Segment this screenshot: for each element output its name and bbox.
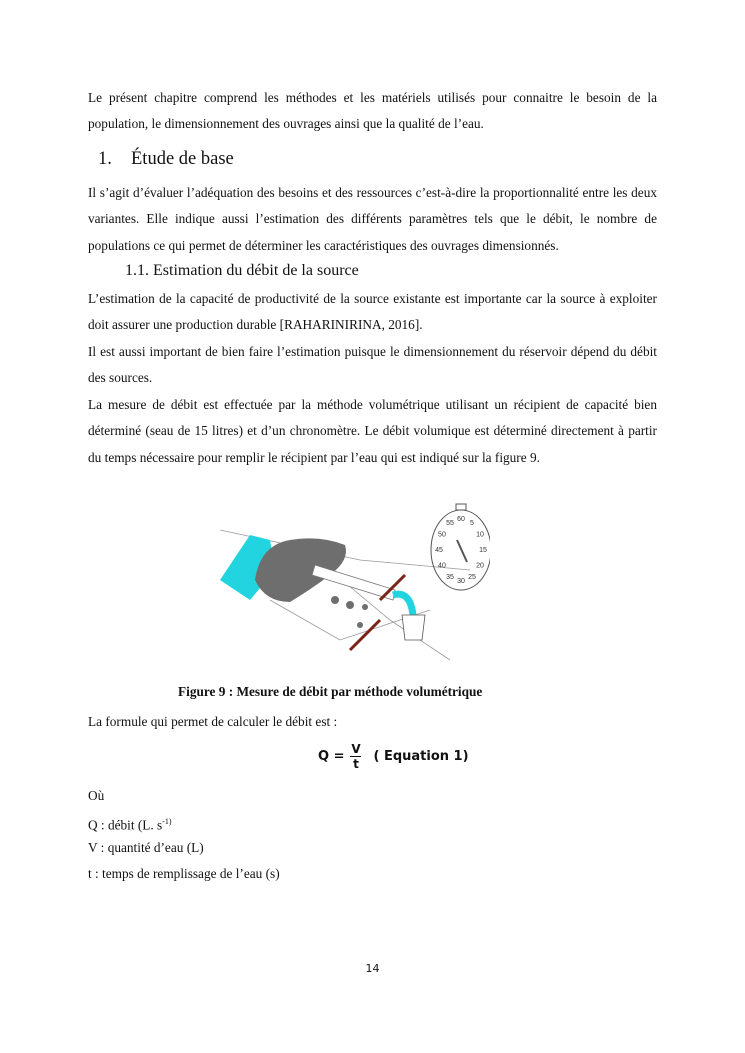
stopwatch-label: 20: [476, 562, 484, 570]
paragraph-1: L’estimation de la capacité de productivité de la source existante est importante car la source à exploiter doit assurer une production durable [RAHARINIRINA, 2016].: [88, 291, 657, 333]
stopwatch-label: 40: [438, 562, 446, 570]
stopwatch-icon: [431, 504, 490, 590]
numerator: V: [351, 742, 361, 756]
page-number: 14: [365, 962, 380, 975]
definition-t: t : temps de remplissage de l’eau (s): [88, 866, 280, 881]
pipe: [312, 565, 395, 600]
section-number: 1.: [98, 149, 112, 169]
figure-illustration: [210, 490, 490, 670]
stopwatch-label: 55: [446, 520, 454, 528]
definition-sup: -1): [162, 817, 172, 826]
stopwatch-label: 60: [457, 516, 465, 523]
denominator: t: [353, 757, 359, 771]
bucket: [402, 615, 425, 640]
stopwatch-label: 10: [476, 531, 484, 539]
fraction: [350, 742, 361, 771]
water-stream: [393, 594, 413, 615]
paragraph-3: La mesure de débit est effectuée par la méthode volumétrique utilisant un récipient de capacité bien déterminé (seau de 15 litres) et d’un chronomètre. Le débit volumique est déterminé directement à partir du temps nécessaire pour remplir le récipient par l’eau qui est indiqué sur la figure 9.: [88, 397, 657, 465]
stopwatch-label: 5: [470, 520, 474, 528]
definition-v: V : quantité d’eau (L): [88, 840, 204, 855]
stopwatch-label: 15: [479, 547, 487, 554]
stopwatch-label: 35: [446, 573, 454, 581]
where-label: Où: [88, 788, 105, 803]
section1-paragraph: Il s’agit d’évaluer l’adéquation des besoins et des ressources c’est-à-dire la proportionnalité entre les deux variantes. Elle indique aussi l’estimation des différents paramètres tels que le débit, le nombre de populations ce qui permet de déterminer les caractéristiques des ouvrages dimensionnés.: [88, 185, 657, 253]
formula-intro: La formule qui permet de calculer le débit est :: [88, 714, 338, 729]
stopwatch-label: 50: [438, 531, 446, 539]
equation: [318, 742, 469, 771]
paragraph-2: Il est aussi important de bien faire l’estimation puisque le dimensionnement du réservoir dépend du débit des sources.: [88, 344, 657, 386]
definition-text: Q : débit (L. s: [88, 817, 163, 833]
stopwatch-label: 45: [435, 547, 443, 554]
stopwatch-label: 30: [457, 578, 465, 585]
section-title: Étude de base: [131, 149, 234, 169]
stopwatch-label: 25: [468, 573, 476, 581]
equation-lhs: Q =: [318, 749, 345, 764]
equation-label: ( Equation 1): [373, 749, 469, 764]
figure-caption: Figure 9 : Mesure de débit par méthode volumétrique: [178, 684, 483, 699]
subsection-heading: 1.1. Estimation du débit de la source: [125, 262, 359, 279]
intro-paragraph: Le présent chapitre comprend les méthodes et les matériels utilisés pour connaitre le besoin de la population, le dimensionnement des ouvrages ainsi que la qualité de l’eau.: [88, 90, 657, 132]
section-heading-1: [98, 149, 234, 170]
